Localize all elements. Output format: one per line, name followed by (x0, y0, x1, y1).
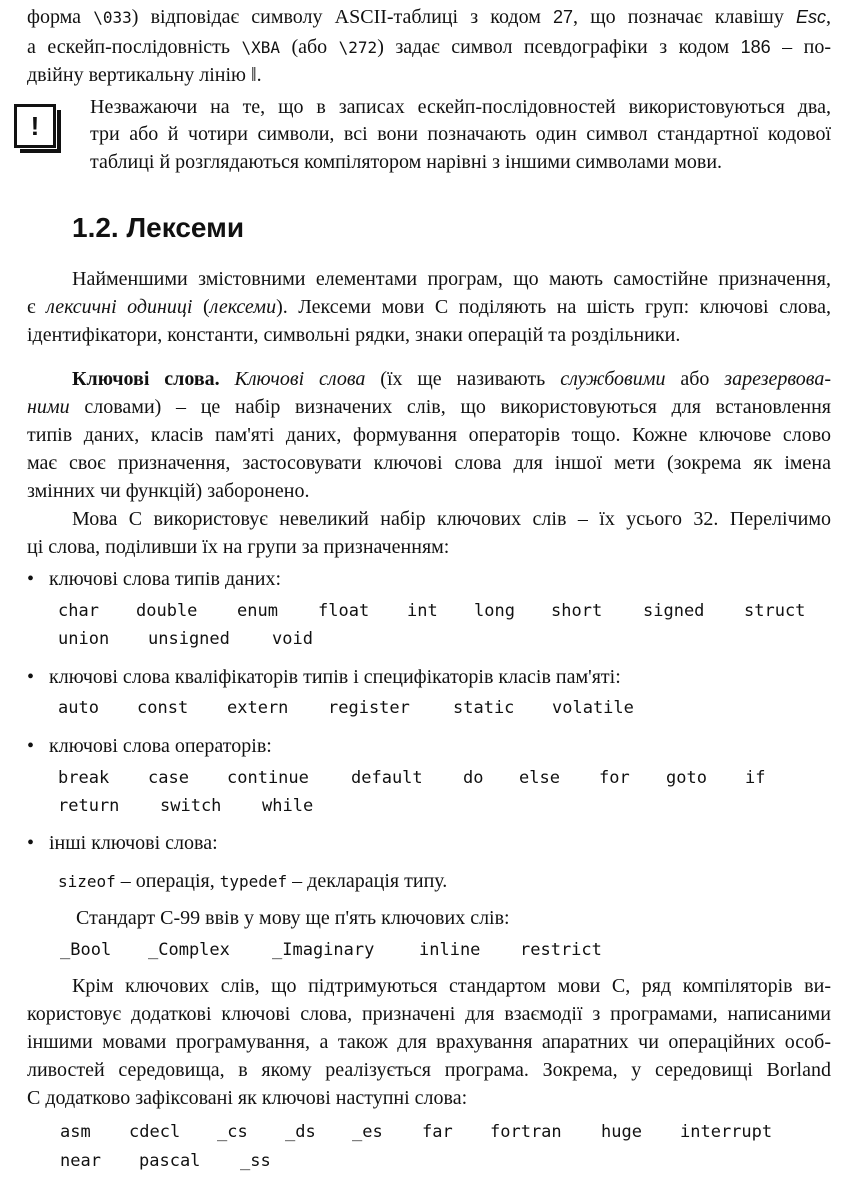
keyword: default (351, 768, 423, 788)
kw-para-line-1 (72, 366, 831, 393)
keyword: for (599, 768, 630, 788)
intro-line-2 (27, 294, 831, 321)
kw-para-line-2 (27, 394, 831, 421)
keyword: enum (237, 601, 278, 621)
text: , що позначає клавішу (573, 6, 796, 28)
keyword: _ss (240, 1151, 271, 1171)
note-line-3: таблиці й розглядаються компілятором нарівні з іншими символами мови. (90, 151, 723, 173)
run-in-heading: Ключові слова. (72, 368, 220, 390)
keyword: if (745, 768, 766, 788)
text: є (27, 296, 47, 318)
intro-line-1: Найменшими змістовними елементами програм, що мають самостійне призначення, (72, 268, 831, 290)
group-data-types-label (27, 566, 831, 593)
top-line-3: двійну вертикальну лінію ‖. (27, 64, 262, 86)
keyword: return (58, 796, 120, 816)
group-operators-label (27, 733, 831, 760)
esc-key-label: Esc (795, 7, 826, 27)
text: – операція, (115, 870, 220, 892)
term-italic: лексеми (209, 296, 277, 318)
keyword: struct (744, 601, 806, 621)
term-italic: службовими (560, 368, 666, 390)
c-para-line-1: Мова С використовує невеликий набір ключових слів – їх усього 32. Перелічимо (72, 508, 831, 530)
keyword: _ds (285, 1122, 316, 1142)
code-escape: \272 (338, 38, 378, 57)
keyword: register (328, 698, 410, 718)
extra-line-3: іншими мовами програмування, а також для врахування апаратних чи операційних особ- (27, 1031, 831, 1053)
keyword: signed (643, 601, 705, 621)
keyword: volatile (552, 698, 634, 718)
keyword: break (58, 768, 110, 788)
note-line-2: три або й чотири символи, всі вони позначають один символ стандартної кодової (90, 123, 831, 145)
keyword: double (136, 601, 198, 621)
keyword: static (453, 698, 515, 718)
keyword: extern (227, 698, 289, 718)
keyword: switch (160, 796, 222, 816)
text: а ескейп-послідовність (27, 36, 242, 58)
text: ( (192, 296, 210, 318)
keyword: restrict (520, 940, 602, 960)
keyword: _Complex (148, 940, 230, 960)
keyword: void (272, 629, 313, 649)
keyword: auto (58, 698, 99, 718)
keyword: else (519, 768, 560, 788)
keyword: unsigned (148, 629, 230, 649)
intro-line-3: ідентифікатори, константи, символьні рядки, знаки операцій та роздільники. (27, 324, 681, 346)
number: 186 (740, 37, 771, 57)
keyword: goto (666, 768, 707, 788)
term-italic: лексичні одиниці (46, 296, 193, 318)
c-para-line-2: ці слова, поділивши їх на групи за призначенням: (27, 536, 450, 558)
keyword: long (474, 601, 515, 621)
group-qualifiers-label (27, 664, 831, 691)
text: (їх ще називають (365, 368, 561, 390)
bullet-icon: • (27, 735, 35, 757)
kw-para-line-4: має своє призначення, застосовувати ключові слова для іншої мети (зокрема як імена (27, 452, 831, 474)
keyword: _Bool (60, 940, 112, 960)
section-heading: 1.2. Лексеми (72, 212, 245, 243)
text: інші ключові слова: (49, 832, 218, 854)
keyword: _cs (217, 1122, 248, 1142)
keyword: short (551, 601, 603, 621)
extra-line-1: Крім ключових слів, що підтримуються стандартом мови С, ряд компіляторів ви- (72, 975, 831, 997)
text: словами) – це набір визначених слів, що використовуються для встановлення (69, 396, 831, 418)
keyword: fortran (490, 1122, 562, 1142)
group-other-label (27, 830, 831, 857)
keyword: interrupt (680, 1122, 773, 1142)
text: ключові слова операторів: (49, 735, 272, 757)
keyword: const (137, 698, 189, 718)
exclamation-icon: ! (30, 111, 40, 141)
text: ) відповідає символу ASCII-таблиці з кодом (131, 6, 554, 28)
text: – по- (770, 36, 831, 58)
extra-line-5: С додатково зафіксовані як ключові наступні слова: (27, 1087, 468, 1109)
bullet-icon: • (27, 666, 35, 688)
extra-line-4: ливостей середовища, в якому реалізується програма. Зокрема, у середовищі Borland (27, 1059, 831, 1081)
text: або (665, 368, 725, 390)
top-line-1 (27, 4, 831, 31)
keyword: case (148, 768, 189, 788)
keyword: sizeof (58, 872, 116, 891)
top-line-2 (27, 34, 831, 61)
keyword: inline (419, 940, 481, 960)
text: (або (280, 36, 339, 58)
bullet-icon: • (27, 832, 35, 854)
text: – декларація типу. (287, 870, 448, 892)
text: ключові слова кваліфікаторів типів і специфікаторів класів пам'яті: (49, 666, 621, 688)
text: ключові слова типів даних: (49, 568, 282, 590)
term-italic: зарезервова- (724, 368, 831, 390)
keyword: asm (60, 1122, 91, 1142)
keyword: int (407, 601, 438, 621)
keyword: while (262, 796, 314, 816)
text: , (826, 6, 831, 28)
kw-para-line-3: типів даних, класів пам'яті даних, формування операторів тощо. Кожне ключове слово (27, 424, 831, 446)
keyword: pascal (139, 1151, 201, 1171)
extra-line-2: користовує додаткові ключові слова, призначені для взаємодії з програмами, написаними (27, 1003, 831, 1025)
code-escape: \033 (93, 8, 132, 27)
kw-para-line-5: змінних чи функцій) заборонено. (27, 480, 310, 502)
c99-line: Стандарт С-99 ввів у мову ще п'ять ключових слів: (76, 907, 510, 929)
keyword: do (463, 768, 484, 788)
bullet-icon: • (27, 568, 35, 590)
term-italic: ними (27, 396, 70, 418)
code-escape: \XBA (241, 38, 280, 57)
keyword: typedef (219, 872, 288, 891)
keyword: huge (601, 1122, 642, 1142)
term-italic: Ключові слова (234, 368, 366, 390)
keyword: _Imaginary (272, 940, 375, 960)
text: ). Лексеми мови С поділяють на шість груп: ключові слова, (276, 296, 831, 318)
other-keywords-line (58, 868, 831, 895)
keyword: char (58, 601, 99, 621)
keyword: far (422, 1122, 453, 1142)
number: 27 (553, 7, 574, 27)
text: ) задає символ псевдографіки з кодом (377, 36, 741, 58)
note-line-1: Незважаючи на те, що в записах ескейп-послідовностей використовуються два, (90, 96, 831, 118)
keyword: near (60, 1151, 101, 1171)
keyword: union (58, 629, 110, 649)
keyword: _es (352, 1122, 383, 1142)
keyword: continue (227, 768, 309, 788)
keyword: cdecl (129, 1122, 181, 1142)
text: форма (27, 6, 94, 28)
warning-icon (14, 104, 56, 148)
keyword: float (318, 601, 370, 621)
